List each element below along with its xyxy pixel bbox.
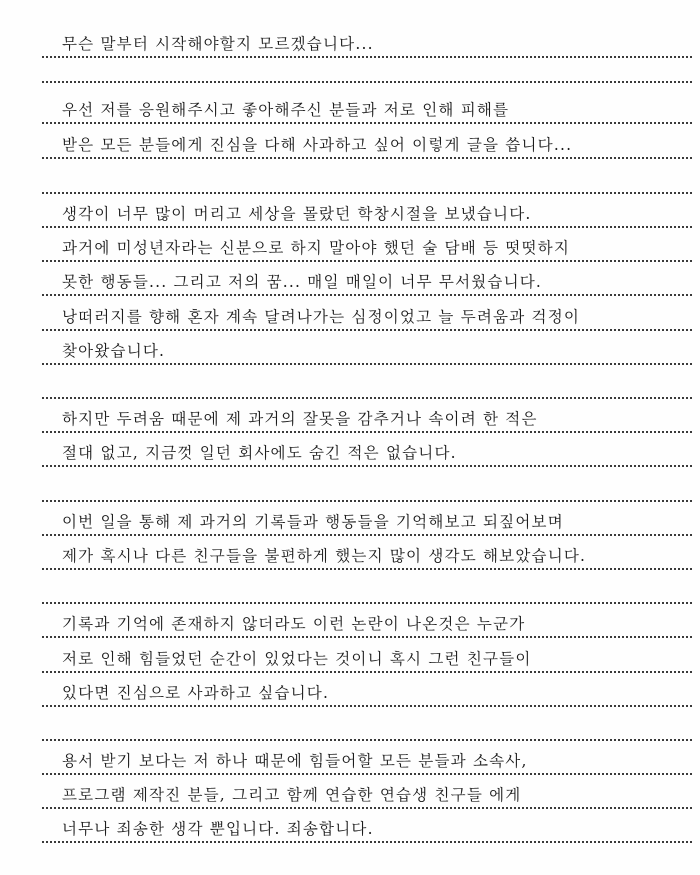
letter-line: 절대 없고, 지금껏 일던 회사에도 숨긴 적은 없습니다. <box>62 444 457 462</box>
ruled-line <box>42 260 692 262</box>
ruled-line <box>42 397 692 399</box>
ruled-line <box>42 841 692 843</box>
ruled-line <box>42 602 692 604</box>
letter-line: 제가 혹시나 다른 친구들을 불편하게 했는지 많이 생각도 해보았습니다. <box>62 547 587 565</box>
ruled-line <box>42 363 692 365</box>
ruled-line <box>42 329 692 331</box>
ruled-line <box>42 294 692 296</box>
letter-line: 찾아왔습니다. <box>62 342 166 360</box>
ruled-line <box>42 671 692 673</box>
ruled-line <box>42 568 692 570</box>
ruled-line <box>42 431 692 433</box>
ruled-line <box>42 157 692 159</box>
ruled-line <box>42 773 692 775</box>
letter-line: 받은 모든 분들에게 진심을 다해 사과하고 싶어 이렇게 글을 씁니다... <box>62 136 573 154</box>
letter-line: 저로 인해 힘들었던 순간이 있었다는 것이니 혹시 그런 친구들이 <box>62 650 532 668</box>
ruled-line <box>42 534 692 536</box>
letter-line: 우선 저를 응원해주시고 좋아해주신 분들과 저로 인해 피해를 <box>62 101 510 119</box>
letter-line: 못한 행동들... 그리고 저의 꿈... 매일 매일이 너무 무서웠습니다. <box>62 273 543 291</box>
letter-line: 프로그램 제작진 분들, 그리고 함께 연습한 연습생 친구들 에게 <box>62 786 522 804</box>
ruled-line <box>42 705 692 707</box>
ruled-line <box>42 807 692 809</box>
ruled-line <box>42 739 692 741</box>
ruled-line <box>42 56 692 58</box>
ruled-line <box>42 122 692 124</box>
ruled-line <box>42 81 692 83</box>
letter-line: 무슨 말부터 시작해야할지 모르겠습니다... <box>62 35 374 53</box>
ruled-line <box>42 192 692 194</box>
letter-line: 용서 받기 보다는 저 하나 때문에 힘들어할 모든 분들과 소속사, <box>62 752 528 770</box>
letter-line: 낭떠러지를 향해 혼자 계속 달려나가는 심정이었고 늘 두려움과 걱정이 <box>62 308 581 326</box>
ruled-line <box>42 500 692 502</box>
letter-line: 너무나 죄송한 생각 뿐입니다. 죄송합니다. <box>62 820 374 838</box>
letter-line: 기록과 기억에 존재하지 않더라도 이런 논란이 나온것은 누군가 <box>62 615 526 633</box>
letter-line: 있다면 진심으로 사과하고 싶습니다. <box>62 684 330 702</box>
letter-line: 과거에 미성년자라는 신분으로 하지 말아야 했던 술 담배 등 떳떳하지 <box>62 239 570 257</box>
letter-line: 생각이 너무 많이 머리고 세상을 몰랐던 학창시절을 보냈습니다. <box>62 205 532 223</box>
ruled-line <box>42 226 692 228</box>
ruled-line <box>42 636 692 638</box>
letter-line: 이번 일을 통해 제 과거의 기록들과 행동들을 기억해보고 되짚어보며 <box>62 513 564 531</box>
letter-line: 하지만 두려움 때문에 제 과거의 잘못을 감추거나 속이려 한 적은 <box>62 410 538 428</box>
ruled-line <box>42 465 692 467</box>
